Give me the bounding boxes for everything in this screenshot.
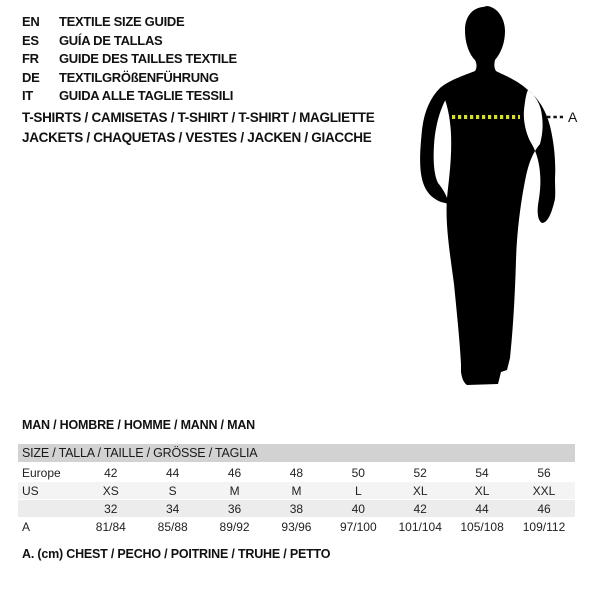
language-row: [22, 13, 237, 32]
section-label-man: MAN / HOMBRE / HOMME / MANN / MAN: [22, 418, 255, 432]
language-label: TEXTILGRÖßENFÜHRUNG: [59, 69, 219, 85]
table-cell: 40: [351, 501, 365, 516]
language-label: GUIDE DES TAILLES TEXTILE: [59, 51, 237, 66]
size-table-header-row: [18, 444, 575, 463]
table-cell: 50: [351, 465, 365, 480]
table-cell: 105/108: [460, 519, 504, 534]
table-cell: 46: [537, 501, 551, 516]
table-cell: 32: [104, 501, 118, 516]
size-table-body: [18, 463, 575, 535]
language-row: [22, 32, 237, 51]
language-code: FR: [22, 51, 39, 66]
language-label: GUIDA ALLE TAGLIE TESSILI: [59, 88, 234, 103]
table-cell: 38: [289, 501, 304, 516]
table-cell: XL: [474, 483, 490, 498]
language-code: ES: [22, 32, 39, 48]
category-line-jackets: JACKETS / CHAQUETAS / VESTES / JACKEN / GIACCHE: [22, 130, 372, 145]
table-cell: XXL: [532, 483, 556, 498]
language-code: DE: [22, 69, 40, 85]
table-cell: 42: [413, 501, 427, 516]
man-silhouette-svg: [400, 0, 600, 400]
row-label: A: [22, 519, 31, 534]
table-row: [18, 463, 575, 482]
table-cell: XL: [412, 483, 428, 498]
table-cell: 42: [104, 465, 118, 480]
row-label: [18, 500, 80, 518]
language-row: [22, 50, 237, 69]
table-cell: 54: [475, 465, 489, 480]
table-cell: 44: [475, 501, 489, 516]
table-cell: 93/96: [281, 519, 312, 534]
table-cell: 44: [166, 465, 180, 480]
language-row: [22, 87, 237, 106]
row-label: Europe: [22, 465, 61, 480]
table-cell: S: [168, 483, 177, 498]
table-cell: 101/104: [398, 519, 442, 534]
table-cell: 36: [227, 501, 242, 516]
table-cell: 81/84: [95, 519, 126, 534]
man-silhouette-shape: [420, 6, 555, 385]
language-code: IT: [22, 88, 33, 103]
table-cell: 97/100: [339, 519, 377, 534]
table-cell: 85/88: [157, 519, 188, 534]
table-cell: M: [229, 483, 240, 498]
table-cell: 34: [166, 501, 180, 516]
table-cell: 48: [289, 465, 304, 480]
table-cell: 56: [537, 465, 551, 480]
table-row: [18, 518, 575, 536]
language-list: [22, 13, 237, 106]
man-silhouette-figure: [400, 0, 600, 400]
measure-label-a: A: [568, 109, 578, 125]
language-label: GUÍA DE TALLAS: [59, 32, 163, 48]
table-cell: 52: [413, 465, 427, 480]
category-lines: [22, 108, 374, 148]
size-table-head: [18, 444, 575, 463]
table-row: [18, 500, 575, 518]
language-row: [22, 69, 237, 88]
table-cell: L: [354, 483, 362, 498]
size-table: [18, 444, 575, 535]
table-cell: 89/92: [219, 519, 250, 534]
table-cell: XS: [102, 483, 119, 498]
table-row: [18, 482, 575, 500]
category-line-tshirts: T-SHIRTS / CAMISETAS / T-SHIRT / T-SHIRT / MAGLIETTE: [22, 110, 375, 125]
language-label: TEXTILE SIZE GUIDE: [59, 14, 185, 29]
table-cell: M: [291, 483, 302, 498]
size-table-header: SIZE / TALLA / TAILLE / GRÖSSE / TAGLIA: [18, 444, 575, 463]
measurement-footnote: A. (cm) CHEST / PECHO / POITRINE / TRUHE / PETTO: [22, 547, 331, 561]
table-cell: 109/112: [522, 519, 566, 534]
table-cell: 46: [227, 465, 242, 480]
language-code: EN: [22, 14, 40, 29]
row-label: US: [22, 483, 39, 498]
